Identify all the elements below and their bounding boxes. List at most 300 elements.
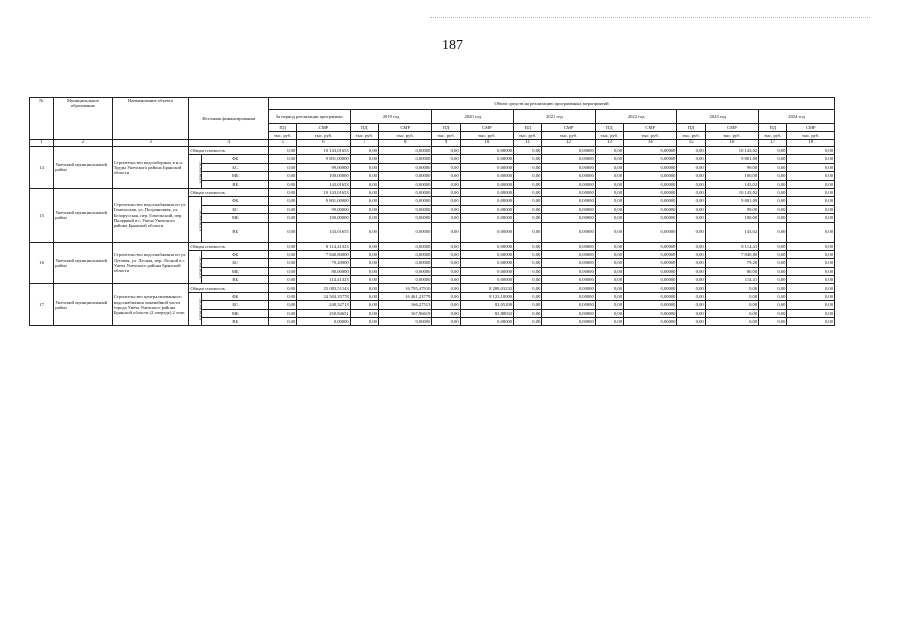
- including-label: [189, 155, 202, 189]
- amount-cell: 0,00: [595, 318, 623, 326]
- amount-cell: 0,00: [787, 214, 835, 222]
- header-unit: тыс. руб.: [705, 132, 758, 140]
- amount-cell: 0,00: [514, 147, 542, 155]
- header-volume: Объем средств на реализацию программных мероприятий: [269, 98, 835, 110]
- amount-cell: 0,00: [269, 242, 297, 250]
- amount-cell: 0,00: [787, 276, 835, 284]
- amount-cell: 0,00: [514, 284, 542, 292]
- amount-cell: 0,00: [595, 292, 623, 300]
- amount-cell: 80,00000: [297, 267, 350, 275]
- project-number: 17: [30, 284, 54, 326]
- amount-cell: 0,00000: [460, 259, 513, 267]
- amount-cell: 0,00: [595, 259, 623, 267]
- header-source: Источник финансирования: [189, 98, 269, 140]
- table-row: [30, 147, 835, 155]
- amount-cell: 0,00000: [542, 147, 595, 155]
- project-number: 14: [30, 147, 54, 189]
- amount-cell: 0,00: [269, 318, 297, 326]
- amount-cell: 0,00: [350, 147, 378, 155]
- amount-cell: 0,00: [759, 318, 787, 326]
- column-index: 15: [677, 140, 705, 147]
- funding-source: ФБ: [202, 197, 269, 205]
- amount-cell: 0,00: [595, 242, 623, 250]
- amount-cell: 0,00: [269, 267, 297, 275]
- amount-cell: 0,00000: [624, 284, 677, 292]
- header-total-period: За период реализации программы:: [269, 110, 351, 124]
- amount-cell: 0,00: [269, 180, 297, 188]
- amount-cell: 0,00: [759, 197, 787, 205]
- column-index: 5: [269, 140, 297, 147]
- amount-cell: 0,00: [595, 205, 623, 213]
- amount-cell: 0,00000: [460, 180, 513, 188]
- amount-cell: 0,00000: [624, 180, 677, 188]
- header-unit: тыс. руб.: [514, 132, 542, 140]
- amount-cell: 100,00: [705, 172, 758, 180]
- header-unit: тыс. руб.: [269, 132, 297, 140]
- funding-source: МБ: [202, 309, 269, 317]
- project-object-name: Строительство водоснабжения по ул. Луговая, ул. Лесная, пер. Лесной в г. Унеча Унечского района Брянской области: [112, 242, 189, 284]
- amount-cell: 100,00: [705, 214, 758, 222]
- amount-cell: 0,00000: [378, 242, 431, 250]
- amount-cell: 114,41: [705, 276, 758, 284]
- amount-cell: 0,00: [595, 222, 623, 242]
- amount-cell: 0,00: [595, 309, 623, 317]
- amount-cell: 0,00: [759, 163, 787, 171]
- total-cost-label: Общая стоимость: [189, 284, 269, 292]
- amount-cell: 0,00: [350, 292, 378, 300]
- amount-cell: 0,00000: [542, 163, 595, 171]
- column-index: 4: [189, 140, 269, 147]
- amount-cell: 0,00000: [460, 222, 513, 242]
- column-index: 1: [30, 140, 54, 147]
- amount-cell: 0,00: [432, 180, 460, 188]
- amount-cell: 0,00: [514, 205, 542, 213]
- amount-cell: 0,00: [677, 222, 705, 242]
- total-cost-label: Общая стоимость: [189, 188, 269, 196]
- amount-cell: 0,00: [350, 284, 378, 292]
- including-label-text: в том числе:: [197, 209, 203, 231]
- amount-cell: 0,00: [514, 309, 542, 317]
- header-smr: СМР: [542, 124, 595, 132]
- amount-cell: 0,00000: [460, 155, 513, 163]
- amount-cell: 0,00000: [460, 163, 513, 171]
- amount-cell: 0,00: [787, 242, 835, 250]
- amount-cell: 0,00000: [542, 180, 595, 188]
- amount-cell: 0,00: [677, 205, 705, 213]
- amount-cell: 0,00000: [460, 205, 513, 213]
- amount-cell: 0,00: [759, 242, 787, 250]
- header-unit: тыс. руб.: [297, 132, 350, 140]
- header-pd: ПД: [677, 124, 705, 132]
- amount-cell: 8 114,41323: [297, 242, 350, 250]
- amount-cell: 0,00: [514, 222, 542, 242]
- header-year: 2023 год: [677, 110, 759, 124]
- amount-cell: 9 801,00: [705, 155, 758, 163]
- amount-cell: 0,00: [514, 180, 542, 188]
- amount-cell: 0,00: [269, 155, 297, 163]
- amount-cell: 9 801,00000: [297, 197, 350, 205]
- amount-cell: 0,00: [787, 250, 835, 258]
- amount-cell: 100,00000: [297, 214, 350, 222]
- amount-cell: 0,00: [787, 301, 835, 309]
- amount-cell: 0,00000: [378, 188, 431, 196]
- amount-cell: 0,00: [432, 318, 460, 326]
- amount-cell: 0,00: [269, 214, 297, 222]
- amount-cell: 0,00000: [378, 250, 431, 258]
- amount-cell: 0,00000: [624, 242, 677, 250]
- header-object: Наименование объекта: [112, 98, 189, 140]
- amount-cell: 0,00: [595, 214, 623, 222]
- amount-cell: 0,00000: [624, 188, 677, 196]
- amount-cell: 0,00: [677, 163, 705, 171]
- amount-cell: 0,00: [269, 292, 297, 300]
- header-year: 2021 год: [514, 110, 596, 124]
- amount-cell: 0,00: [677, 155, 705, 163]
- funding-source: МБ: [202, 267, 269, 275]
- amount-cell: 0,00: [595, 163, 623, 171]
- funding-source: БС: [202, 259, 269, 267]
- amount-cell: 24 584,35778: [297, 292, 350, 300]
- amount-cell: 0,00: [269, 197, 297, 205]
- amount-cell: 99,00: [705, 163, 758, 171]
- amount-cell: 0,00: [350, 318, 378, 326]
- amount-cell: 0,00000: [378, 163, 431, 171]
- amount-cell: 0,00: [432, 292, 460, 300]
- amount-cell: 8 123,10000: [460, 292, 513, 300]
- amount-cell: 0,00: [514, 163, 542, 171]
- header-num: №: [30, 98, 54, 140]
- amount-cell: 10 143,02: [705, 147, 758, 155]
- amount-cell: 0,00: [514, 197, 542, 205]
- amount-cell: 0,00: [350, 301, 378, 309]
- amount-cell: 0,00: [514, 250, 542, 258]
- amount-cell: 0,00: [787, 267, 835, 275]
- project-number: 16: [30, 242, 54, 284]
- amount-cell: 0,00: [705, 284, 758, 292]
- amount-cell: 0,00000: [378, 172, 431, 180]
- column-index: 9: [432, 140, 460, 147]
- amount-cell: 0,00: [432, 214, 460, 222]
- amount-cell: 0,00: [350, 276, 378, 284]
- including-label-text: в том числе:: [197, 161, 203, 184]
- amount-cell: 0,00: [705, 318, 758, 326]
- amount-cell: 0,00000: [460, 276, 513, 284]
- amount-cell: 0,00000: [378, 180, 431, 188]
- column-index: 11: [514, 140, 542, 147]
- amount-cell: 0,00000: [460, 214, 513, 222]
- amount-cell: 0,00000: [378, 318, 431, 326]
- amount-cell: 0,00: [759, 205, 787, 213]
- funding-source: ФБ: [202, 250, 269, 258]
- amount-cell: 0,00: [677, 188, 705, 196]
- column-index: 14: [624, 140, 677, 147]
- amount-cell: 0,00: [787, 155, 835, 163]
- funding-source: МБ: [202, 214, 269, 222]
- project-municipality: Унечский муниципальный район: [54, 188, 113, 242]
- amount-cell: 0,00: [759, 276, 787, 284]
- amount-cell: 0,00: [677, 292, 705, 300]
- amount-cell: 0,00: [677, 197, 705, 205]
- column-index: 13: [595, 140, 623, 147]
- amount-cell: 16 461,23779: [378, 292, 431, 300]
- amount-cell: 0,00000: [624, 163, 677, 171]
- header-smr: СМР: [705, 124, 758, 132]
- amount-cell: 0,00: [432, 197, 460, 205]
- amount-cell: 10 143,02: [705, 188, 758, 196]
- amount-cell: 82,88032: [460, 309, 513, 317]
- amount-cell: 0,00000: [378, 267, 431, 275]
- amount-cell: 0,00: [269, 188, 297, 196]
- amount-cell: 0,00: [759, 284, 787, 292]
- amount-cell: 0,00: [350, 259, 378, 267]
- amount-cell: 0,00: [514, 242, 542, 250]
- amount-cell: 0,00: [432, 309, 460, 317]
- amount-cell: 0,00000: [624, 318, 677, 326]
- including-label: [189, 250, 202, 284]
- amount-cell: 0,00000: [378, 155, 431, 163]
- amount-cell: 0,00000: [624, 147, 677, 155]
- column-index: 12: [542, 140, 595, 147]
- total-cost-label: Общая стоимость: [189, 147, 269, 155]
- funding-source: ВБ: [202, 180, 269, 188]
- amount-cell: 0,00: [269, 309, 297, 317]
- funding-source: ФБ: [202, 292, 269, 300]
- amount-cell: 0,00000: [542, 259, 595, 267]
- amount-cell: 0,00: [514, 301, 542, 309]
- amount-cell: 0,00: [269, 276, 297, 284]
- header-pd: ПД: [759, 124, 787, 132]
- header-unit: тыс. руб.: [350, 132, 378, 140]
- amount-cell: 0,00: [514, 267, 542, 275]
- amount-cell: 143,02: [705, 222, 758, 242]
- amount-cell: 0,00: [759, 301, 787, 309]
- amount-cell: 0,00: [787, 284, 835, 292]
- amount-cell: 143,01653: [297, 180, 350, 188]
- amount-cell: 100,00000: [297, 172, 350, 180]
- including-label: [189, 292, 202, 326]
- amount-cell: 8 114,41: [705, 242, 758, 250]
- amount-cell: 0,00: [787, 147, 835, 155]
- amount-cell: 0,00000: [378, 205, 431, 213]
- amount-cell: 0,00000: [460, 188, 513, 196]
- amount-cell: 166,27513: [378, 301, 431, 309]
- amount-cell: 0,00: [759, 250, 787, 258]
- amount-cell: 0,00000: [378, 197, 431, 205]
- header-unit: тыс. руб.: [542, 132, 595, 140]
- header-year: 2022 год: [595, 110, 677, 124]
- funding-source: ВБ: [202, 222, 269, 242]
- amount-cell: 0,00: [677, 172, 705, 180]
- amount-cell: 0,00: [759, 222, 787, 242]
- column-index: 3: [112, 140, 189, 147]
- header-year: 2024 год: [759, 110, 835, 124]
- amount-cell: 0,00: [787, 222, 835, 242]
- scan-artifact-line: [430, 17, 870, 18]
- amount-cell: 0,00: [677, 309, 705, 317]
- amount-cell: 0,00000: [624, 276, 677, 284]
- amount-cell: 248,32713: [297, 301, 350, 309]
- amount-cell: 0,00: [705, 309, 758, 317]
- amount-cell: 0,00: [432, 172, 460, 180]
- amount-cell: 0,00000: [542, 205, 595, 213]
- amount-cell: 0,00000: [460, 267, 513, 275]
- amount-cell: 0,00: [787, 163, 835, 171]
- amount-cell: 0,00: [787, 259, 835, 267]
- amount-cell: 10 143,01653: [297, 188, 350, 196]
- amount-cell: 0,00: [677, 147, 705, 155]
- amount-cell: 0,00: [595, 155, 623, 163]
- amount-cell: 0,00: [595, 147, 623, 155]
- amount-cell: 0,00: [595, 197, 623, 205]
- amount-cell: 0,00000: [624, 222, 677, 242]
- amount-cell: 0,00000: [542, 318, 595, 326]
- amount-cell: 9 801,00000: [297, 155, 350, 163]
- amount-cell: 99,00000: [297, 163, 350, 171]
- amount-cell: 0,00: [677, 242, 705, 250]
- amount-cell: 0,00: [677, 180, 705, 188]
- amount-cell: 0,00: [269, 222, 297, 242]
- table-row: [30, 188, 835, 196]
- amount-cell: 0,00000: [542, 172, 595, 180]
- amount-cell: 9 801,00: [705, 197, 758, 205]
- amount-cell: 0,00: [432, 163, 460, 171]
- amount-cell: 0,00000: [378, 259, 431, 267]
- amount-cell: 80,00: [705, 267, 758, 275]
- amount-cell: 0,00: [350, 188, 378, 196]
- amount-cell: 0,00: [787, 180, 835, 188]
- amount-cell: 0,00: [595, 276, 623, 284]
- amount-cell: 0,00: [759, 292, 787, 300]
- amount-cell: 0,00: [514, 188, 542, 196]
- amount-cell: 16 795,47910: [378, 284, 431, 292]
- amount-cell: 0,00: [269, 301, 297, 309]
- amount-cell: 0,00: [350, 172, 378, 180]
- amount-cell: 0,00: [677, 301, 705, 309]
- amount-cell: 143,01653: [297, 222, 350, 242]
- amount-cell: 0,00: [595, 301, 623, 309]
- amount-cell: 8 288,03232: [460, 284, 513, 292]
- column-index: 10: [460, 140, 513, 147]
- amount-cell: 0,00: [432, 155, 460, 163]
- amount-cell: 0,00: [677, 276, 705, 284]
- amount-cell: 0,00000: [542, 301, 595, 309]
- amount-cell: 0,00000: [460, 242, 513, 250]
- amount-cell: 250,84651: [297, 309, 350, 317]
- column-index: 2: [54, 140, 113, 147]
- amount-cell: 0,00: [269, 205, 297, 213]
- amount-cell: 0,00000: [460, 318, 513, 326]
- amount-cell: 0,00: [759, 180, 787, 188]
- amount-cell: 0,00: [514, 259, 542, 267]
- amount-cell: 0,00: [350, 267, 378, 275]
- amount-cell: 0,00: [269, 250, 297, 258]
- amount-cell: 0,00: [787, 197, 835, 205]
- amount-cell: 0,00000: [542, 292, 595, 300]
- amount-cell: 25 083,51143: [297, 284, 350, 292]
- amount-cell: 0,00000: [460, 197, 513, 205]
- amount-cell: 0,00000: [542, 267, 595, 275]
- header-smr: СМР: [460, 124, 513, 132]
- amount-cell: 0,00000: [542, 309, 595, 317]
- amount-cell: 0,00: [432, 205, 460, 213]
- amount-cell: 0,00: [514, 318, 542, 326]
- including-label-text: в том числе:: [197, 256, 203, 279]
- amount-cell: 0,00: [759, 309, 787, 317]
- amount-cell: 82,05200: [460, 301, 513, 309]
- amount-cell: 0,00000: [378, 214, 431, 222]
- amount-cell: 0,00: [514, 292, 542, 300]
- amount-cell: 0,00000: [624, 309, 677, 317]
- amount-cell: 0,00000: [378, 147, 431, 155]
- project-municipality: Унечский муниципальный район: [54, 147, 113, 189]
- header-smr: СМР: [378, 124, 431, 132]
- amount-cell: 0,00000: [542, 222, 595, 242]
- amount-cell: 0,00: [432, 259, 460, 267]
- amount-cell: 0,00000: [460, 172, 513, 180]
- amount-cell: 0,00: [432, 188, 460, 196]
- amount-cell: 143,02: [705, 180, 758, 188]
- amount-cell: 0,00000: [542, 155, 595, 163]
- amount-cell: 0,00: [269, 259, 297, 267]
- header-unit: тыс. руб.: [624, 132, 677, 140]
- funding-source: ФБ: [202, 155, 269, 163]
- header-smr: СМР: [787, 124, 835, 132]
- amount-cell: 0,00: [432, 276, 460, 284]
- amount-cell: 0,00: [759, 155, 787, 163]
- including-label: [189, 197, 202, 242]
- amount-cell: 7 840,80: [705, 250, 758, 258]
- amount-cell: 0,00000: [624, 292, 677, 300]
- header-unit: тыс. руб.: [378, 132, 431, 140]
- amount-cell: 0,00: [432, 267, 460, 275]
- amount-cell: 167,96619: [378, 309, 431, 317]
- amount-cell: 0,00: [432, 301, 460, 309]
- page-number: 187: [442, 38, 463, 53]
- amount-cell: 0,00: [787, 292, 835, 300]
- amount-cell: 0,00: [677, 250, 705, 258]
- amount-cell: 0,00: [514, 276, 542, 284]
- header-unit: тыс. руб.: [759, 132, 787, 140]
- funding-source: МБ: [202, 172, 269, 180]
- header-unit: тыс. руб.: [787, 132, 835, 140]
- funding-source: ВБ: [202, 318, 269, 326]
- header-unit: тыс. руб.: [595, 132, 623, 140]
- amount-cell: 0,00: [432, 242, 460, 250]
- amount-cell: 0,00000: [542, 214, 595, 222]
- amount-cell: 99,00000: [297, 205, 350, 213]
- amount-cell: 0,00: [269, 284, 297, 292]
- amount-cell: 0,00000: [542, 276, 595, 284]
- amount-cell: 0,00: [514, 155, 542, 163]
- project-municipality: Унечский муниципальный район: [54, 284, 113, 326]
- amount-cell: 0,00: [269, 172, 297, 180]
- amount-cell: 7 840,80000: [297, 250, 350, 258]
- amount-cell: 0,00: [759, 188, 787, 196]
- amount-cell: 0,00: [705, 301, 758, 309]
- amount-cell: 0,00000: [624, 197, 677, 205]
- amount-cell: 0,00: [759, 259, 787, 267]
- column-index: 6: [297, 140, 350, 147]
- amount-cell: 0,00000: [542, 188, 595, 196]
- amount-cell: 0,00000: [542, 197, 595, 205]
- header-smr: СМР: [624, 124, 677, 132]
- project-object-name: Строительство централизованного водоснабжения заженейной части города Унеча Унечского района Брянской области (2 очередь) 2 этап: [112, 284, 189, 326]
- amount-cell: 0,00: [677, 318, 705, 326]
- amount-cell: 0,00: [787, 318, 835, 326]
- amount-cell: 0,00: [759, 172, 787, 180]
- amount-cell: 0,00: [350, 155, 378, 163]
- amount-cell: 0,00: [269, 163, 297, 171]
